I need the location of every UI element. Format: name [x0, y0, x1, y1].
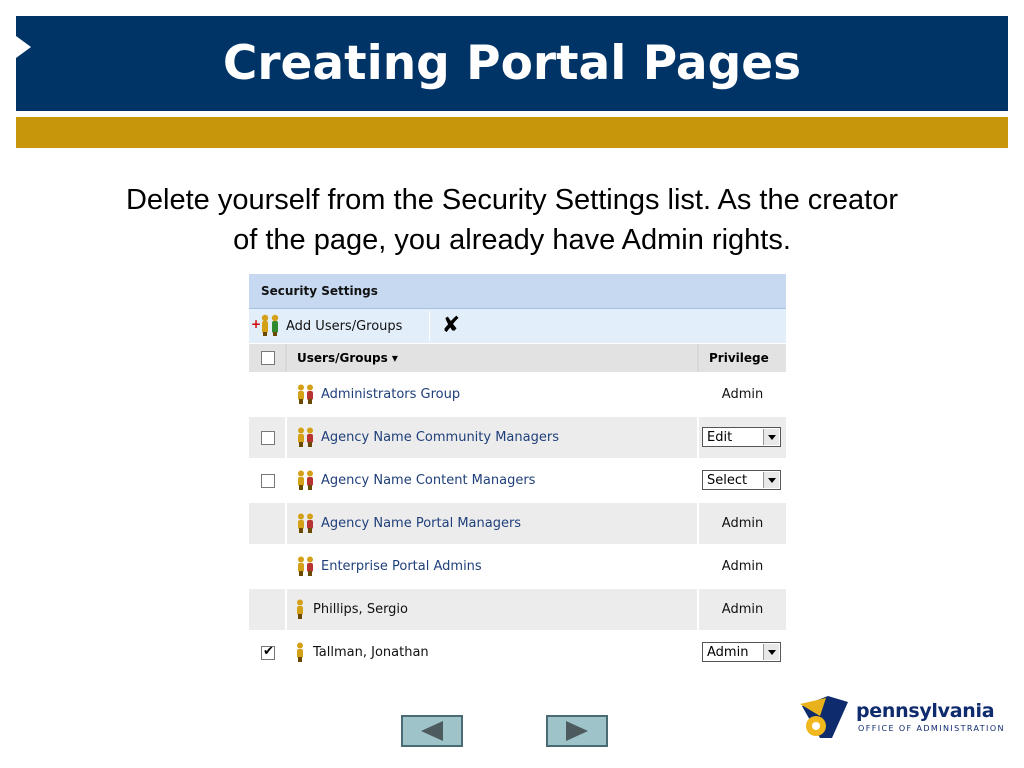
table-row [249, 503, 786, 544]
chevron-down-icon [763, 472, 779, 488]
table-row [249, 374, 786, 415]
chevron-down-icon [763, 644, 779, 660]
privilege-select-value: Edit [707, 430, 733, 445]
row-checkbox[interactable] [261, 474, 275, 488]
privilege-value: Admin [721, 516, 764, 531]
slide-title: Creating Portal Pages [222, 36, 802, 91]
row-checkbox-checked[interactable] [261, 646, 275, 660]
group-link[interactable]: Enterprise Portal Admins [321, 559, 482, 574]
group-icon [295, 513, 317, 533]
instruction-line-2: of the page, you already have Admin rights. [233, 224, 791, 256]
toolbar [249, 309, 786, 343]
privilege-select-value: Admin [707, 645, 749, 660]
chevron-down-icon [763, 429, 779, 445]
privilege-select-value: Select [707, 473, 748, 488]
user-name: Phillips, Sergio [313, 602, 408, 617]
table-row [249, 460, 786, 501]
table-header [249, 344, 786, 372]
panel-title: Security Settings [261, 284, 378, 298]
instruction-line-1: Delete yourself from the Security Settings list. As the creator [125, 184, 899, 216]
group-link[interactable]: Agency Name Portal Managers [321, 516, 522, 531]
privilege-value: Admin [721, 559, 764, 574]
group-icon [295, 384, 317, 404]
header-checkbox-cell [249, 344, 285, 372]
checkmark-icon: ✔ [263, 644, 274, 659]
privilege-value: Admin [721, 602, 764, 617]
users-groups-sort-header[interactable]: Users/Groups ▾ [297, 351, 398, 365]
add-users-groups-label: Add Users/Groups [286, 319, 403, 334]
add-users-groups-button[interactable] [251, 309, 429, 343]
select-all-checkbox[interactable] [261, 351, 275, 365]
table-row [249, 417, 786, 458]
group-link[interactable]: Agency Name Content Managers [321, 473, 536, 488]
row-checkbox[interactable] [261, 431, 275, 445]
group-link[interactable]: Administrators Group [321, 387, 461, 402]
group-icon [295, 556, 317, 576]
group-icon [295, 427, 317, 447]
privilege-select[interactable] [702, 642, 781, 662]
privilege-header: Privilege [709, 351, 769, 365]
delete-icon[interactable]: ✘ [441, 313, 461, 338]
previous-slide-button[interactable] [401, 715, 463, 747]
table-row [249, 589, 786, 630]
user-icon [295, 599, 305, 619]
logo-subtitle: OFFICE OF ADMINISTRATION [858, 724, 1005, 733]
privilege-select[interactable] [702, 427, 781, 447]
next-arrow-icon [548, 717, 606, 745]
add-group-icon [251, 313, 285, 339]
privilege-select[interactable] [702, 470, 781, 490]
toolbar-divider [429, 311, 430, 341]
prev-arrow-icon [403, 717, 461, 745]
instruction-text [20, 180, 1004, 260]
security-settings-panel [249, 274, 786, 674]
group-icon [295, 470, 317, 490]
svg-text:+: + [251, 317, 262, 331]
user-name: Tallman, Jonathan [313, 645, 429, 660]
group-link[interactable]: Agency Name Community Managers [321, 430, 559, 445]
panel-header [249, 274, 786, 309]
table-row [249, 546, 786, 587]
user-icon [295, 642, 305, 662]
logo-wordmark: pennsylvania [856, 700, 995, 722]
accent-bar [16, 117, 1008, 148]
privilege-value: Admin [721, 387, 764, 402]
table-row [249, 632, 786, 673]
next-slide-button[interactable] [546, 715, 608, 747]
